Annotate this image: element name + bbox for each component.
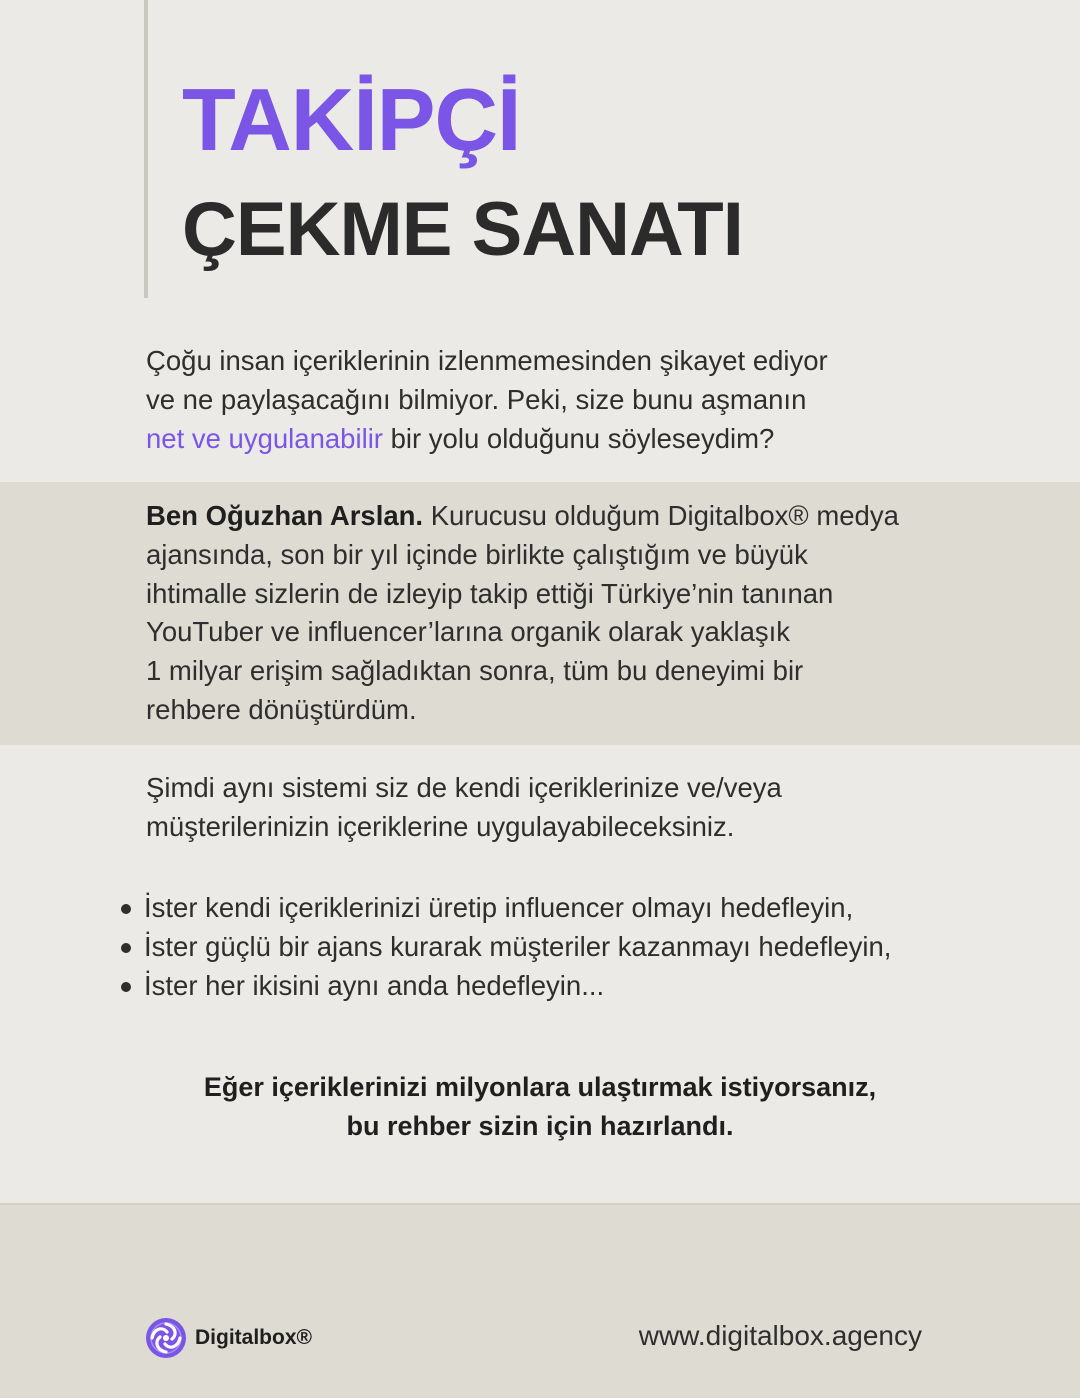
title-line-2: ÇEKME SANATI [182,187,743,272]
system-section [0,745,1080,1203]
intro-paragraph [146,342,1006,458]
system-line: Şimdi aynı sistemi siz de kendi içeriklerinize ve/veya [146,772,782,803]
title-vertical-rule [144,0,148,298]
intro-line-rest: bir yolu olduğunu söyleseydim? [382,422,775,454]
title-line-1: TAKİPÇİ [182,70,521,169]
about-line: rehbere dönüştürdüm. [146,693,417,725]
intro-line: Çoğu insan içeriklerinin izlenmemesinden şikayet ediyor [146,345,828,376]
website-link[interactable]: www.digitalbox.agency [638,1320,922,1351]
footer [0,1203,1080,1398]
brand-name: Digitalbox® [195,1326,312,1349]
about-paragraph [146,497,1006,730]
author-name: Ben Oğuzhan Arslan. [146,500,424,531]
about-line-rest: Kurucusu olduğum Digitalbox® medya [423,500,899,531]
intro-line: ve ne paylaşacağını bilmiyor. Peki, size bunu aşmanın [146,383,807,415]
goal-bullet-list [120,889,891,1005]
cta-line: bu rehber sizin için hazırlandı. [346,1111,734,1141]
intro-line [146,420,1006,459]
cta-line: Eğer içeriklerinizi milyonlara ulaştırmak istiyorsanız, [203,1072,877,1102]
about-line: ihtimalle sizlerin de izleyip takip ettiği Türkiye’nin tanınan [146,577,834,609]
about-line: ajansında, son bir yıl içinde birlikte çalıştığım ve büyük [146,538,808,570]
about-line: YouTuber ve influencer’larına organik olarak yaklaşık [146,616,791,648]
call-to-action [0,1068,1080,1146]
brand-logo [145,1317,312,1359]
hero-section [0,0,1080,482]
digitalbox-logo-icon [145,1317,187,1359]
system-paragraph [146,769,1006,847]
about-section [0,482,1080,745]
about-line [146,497,1006,536]
system-line: müşterilerinizin içeriklerine uygulayabileceksiniz. [146,810,735,842]
intro-accent-text: net ve uygulanabilir [146,422,383,454]
about-line: 1 milyar erişim sağladıktan sonra, tüm bu deneyimi bir [146,655,804,687]
bullet-item: İster kendi içeriklerinizi üretip influencer olmayı hedefleyin, [120,889,891,928]
bullet-item: İster güçlü bir ajans kurarak müşteriler kazanmayı hedefleyin, [120,928,891,967]
bullet-item: İster her ikisini aynı anda hedefleyin... [120,967,891,1006]
